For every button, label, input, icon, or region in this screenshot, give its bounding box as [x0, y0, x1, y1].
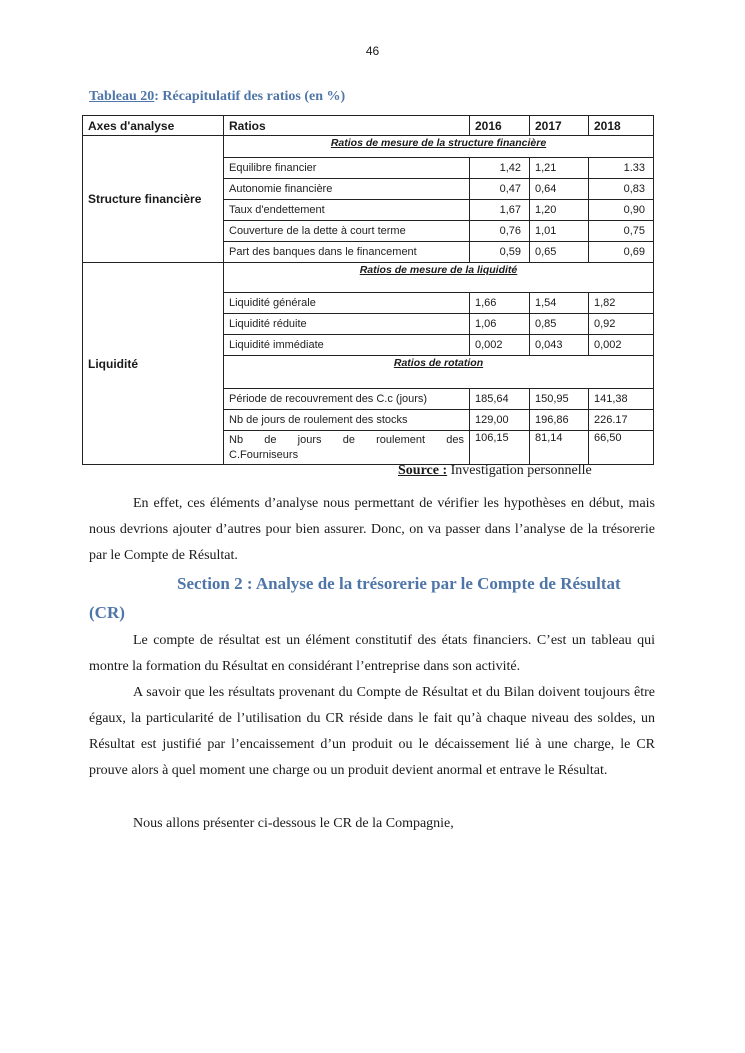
value-2016: 106,15 — [470, 431, 530, 465]
value-2017: 196,86 — [530, 410, 589, 431]
ratio-label-line1: Nb de jours de roulement des — [229, 433, 464, 446]
value-2017: 0,64 — [530, 179, 589, 200]
header-2017: 2017 — [530, 116, 589, 136]
ratio-label: Période de recouvrement des C.c (jours) — [224, 389, 470, 410]
ratio-label — [224, 431, 470, 465]
paragraph-1-text: En effet, ces éléments d’analyse nous permettant de vérifier les hypothèses en début, mais nous devrions ajouter d’autres pour bien assurer. Donc, on va passer dans l’analyse de la trésorerie par le Compte de Résultat. — [89, 496, 655, 563]
header-2016: 2016 — [470, 116, 530, 136]
axis-liquidite: Liquidité — [83, 263, 224, 465]
table-subheader-row — [83, 136, 654, 158]
header-2018: 2018 — [589, 116, 654, 136]
value-2017: 1,01 — [530, 221, 589, 242]
table-header-row — [83, 116, 654, 136]
value-2016: 1,67 — [470, 200, 530, 221]
value-2017: 1,20 — [530, 200, 589, 221]
value-2018: 0,002 — [589, 335, 654, 356]
ratio-label: Liquidité générale — [224, 293, 470, 314]
value-2017: 0,85 — [530, 314, 589, 335]
paragraph-1 — [89, 491, 655, 569]
ratio-label: Taux d'endettement — [224, 200, 470, 221]
source-text: Investigation personnelle — [447, 463, 592, 478]
table-source — [398, 463, 592, 479]
value-2018: 141,38 — [589, 389, 654, 410]
paragraph-4-text: Nous allons présenter ci-dessous le CR de la Compagnie, — [133, 816, 454, 831]
value-2018: 0,83 — [589, 179, 654, 200]
ratio-label: Autonomie financière — [224, 179, 470, 200]
header-axes: Axes d'analyse — [83, 116, 224, 136]
value-2017: 1,21 — [530, 158, 589, 179]
value-2016: 1,06 — [470, 314, 530, 335]
value-2016: 0,47 — [470, 179, 530, 200]
paragraph-2 — [89, 628, 655, 680]
header-ratios: Ratios — [224, 116, 470, 136]
subheader-rotation: Ratios de rotation — [224, 356, 654, 389]
ratio-label: Equilibre financier — [224, 158, 470, 179]
value-2018: 226.17 — [589, 410, 654, 431]
page-number: 46 — [365, 44, 380, 58]
ratio-label: Liquidité réduite — [224, 314, 470, 335]
table-caption-label: Tableau 20 — [89, 89, 155, 104]
value-2016: 0,76 — [470, 221, 530, 242]
value-2017: 1,54 — [530, 293, 589, 314]
section-heading-line2: (CR) — [89, 603, 125, 622]
section-heading — [89, 569, 655, 627]
value-2017: 81,14 — [530, 431, 589, 465]
paragraph-2-text: Le compte de résultat est un élément constitutif des états financiers. C’est un tableau qui montre la formation du Résultat en considérant l’entreprise dans son activité. — [89, 633, 655, 674]
subheader-structure: Ratios de mesure de la structure financière — [224, 136, 654, 158]
table-caption-text: : Récapitulatif des ratios (en %) — [154, 89, 346, 104]
value-2018: 0,90 — [589, 200, 654, 221]
value-2018: 0,92 — [589, 314, 654, 335]
paragraph-3-text: A savoir que les résultats provenant du Compte de Résultat et du Bilan doivent toujours être égaux, la particularité de l’utilisation du CR réside dans le fait qu’à chaque niveau des soldes, un Résultat est justifié par l’encaissement d’un produit ou le décaissement lié à une charge, le CR prouve alors à quel moment une charge ou un produit devient anormal et entrave le Résultat. — [89, 685, 655, 778]
table-subheader-row — [83, 263, 654, 293]
section-heading-line1: Section 2 : Analyse de la trésorerie par le Compte de Résultat — [177, 574, 621, 593]
value-2016: 185,64 — [470, 389, 530, 410]
value-2016: 1,42 — [470, 158, 530, 179]
value-2018: 1,82 — [589, 293, 654, 314]
value-2018: 1.33 — [589, 158, 654, 179]
table-caption — [89, 89, 345, 105]
paragraph-4 — [89, 811, 655, 837]
paragraph-3 — [89, 680, 655, 784]
value-2017: 0,043 — [530, 335, 589, 356]
value-2016: 0,002 — [470, 335, 530, 356]
ratio-label: Liquidité immédiate — [224, 335, 470, 356]
axis-structure-financiere: Structure financière — [83, 136, 224, 263]
ratios-table — [82, 115, 654, 465]
value-2016: 129,00 — [470, 410, 530, 431]
value-2018: 0,69 — [589, 242, 654, 263]
value-2016: 0,59 — [470, 242, 530, 263]
ratio-label-line2: C.Fourniseurs — [229, 448, 299, 461]
value-2016: 1,66 — [470, 293, 530, 314]
value-2018: 66,50 — [589, 431, 654, 465]
ratio-label: Nb de jours de roulement des stocks — [224, 410, 470, 431]
ratio-label: Part des banques dans le financement — [224, 242, 470, 263]
value-2017: 0,65 — [530, 242, 589, 263]
source-label: Source : — [398, 463, 448, 478]
subheader-liquidite: Ratios de mesure de la liquidité — [224, 263, 654, 293]
ratio-label: Couverture de la dette à court terme — [224, 221, 470, 242]
value-2017: 150,95 — [530, 389, 589, 410]
value-2018: 0,75 — [589, 221, 654, 242]
